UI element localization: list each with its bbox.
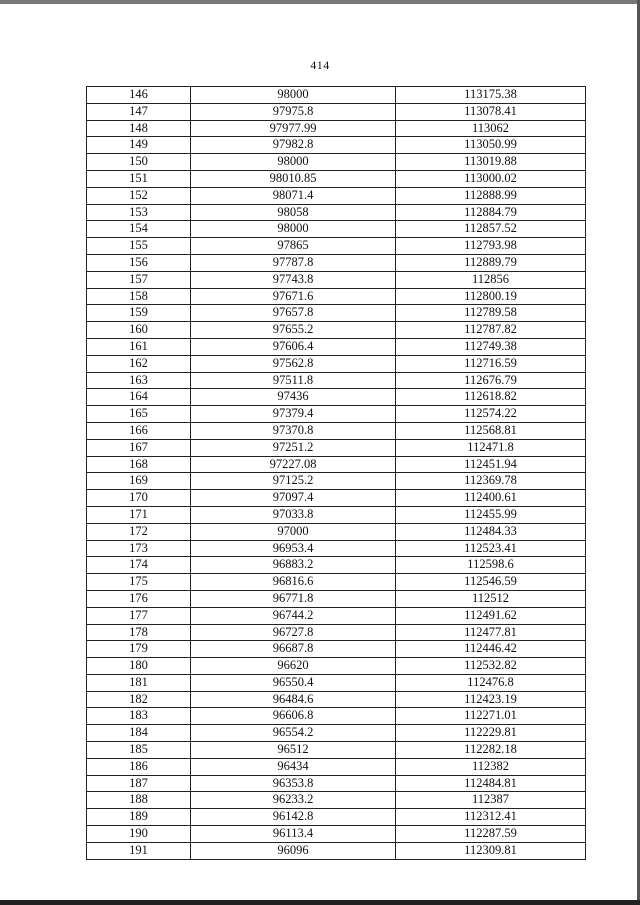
row-index-cell: 148 <box>87 120 191 137</box>
column-3-value-cell: 112455.99 <box>396 506 586 523</box>
table-row <box>87 372 586 389</box>
row-index-cell: 166 <box>87 422 191 439</box>
row-index-cell: 168 <box>87 456 191 473</box>
column-3-value-cell: 113078.41 <box>396 103 586 120</box>
table-row <box>87 439 586 456</box>
table-row <box>87 305 586 322</box>
column-2-value-cell: 98058 <box>191 204 396 221</box>
row-index-cell: 156 <box>87 254 191 271</box>
row-index-cell: 161 <box>87 338 191 355</box>
row-index-cell: 160 <box>87 322 191 339</box>
column-2-value-cell: 96620 <box>191 658 396 675</box>
column-3-value-cell: 112598.6 <box>396 557 586 574</box>
column-2-value-cell: 97227.08 <box>191 456 396 473</box>
row-index-cell: 174 <box>87 557 191 574</box>
row-index-cell: 154 <box>87 221 191 238</box>
column-3-value-cell: 112793.98 <box>396 238 586 255</box>
row-index-cell: 179 <box>87 641 191 658</box>
table-row <box>87 456 586 473</box>
row-index-cell: 147 <box>87 103 191 120</box>
column-3-value-cell: 112423.19 <box>396 691 586 708</box>
table-row <box>87 120 586 137</box>
table-row <box>87 574 586 591</box>
row-index-cell: 180 <box>87 658 191 675</box>
column-3-value-cell: 112512 <box>396 590 586 607</box>
column-3-value-cell: 112484.33 <box>396 523 586 540</box>
table-row <box>87 355 586 372</box>
table-row <box>87 607 586 624</box>
column-3-value-cell: 112369.78 <box>396 473 586 490</box>
row-index-cell: 184 <box>87 725 191 742</box>
table-row <box>87 137 586 154</box>
column-2-value-cell: 98000 <box>191 221 396 238</box>
column-2-value-cell: 97743.8 <box>191 271 396 288</box>
column-3-value-cell: 112787.82 <box>396 322 586 339</box>
column-2-value-cell: 97251.2 <box>191 439 396 456</box>
table-row <box>87 406 586 423</box>
row-index-cell: 183 <box>87 708 191 725</box>
table-row <box>87 590 586 607</box>
column-3-value-cell: 112282.18 <box>396 742 586 759</box>
row-index-cell: 146 <box>87 87 191 104</box>
table-row <box>87 557 586 574</box>
row-index-cell: 159 <box>87 305 191 322</box>
row-index-cell: 150 <box>87 154 191 171</box>
column-3-value-cell: 112532.82 <box>396 658 586 675</box>
row-index-cell: 172 <box>87 523 191 540</box>
row-index-cell: 187 <box>87 775 191 792</box>
column-3-value-cell: 112446.42 <box>396 641 586 658</box>
column-2-value-cell: 96687.8 <box>191 641 396 658</box>
column-2-value-cell: 96606.8 <box>191 708 396 725</box>
table-row <box>87 523 586 540</box>
column-3-value-cell: 112471.8 <box>396 439 586 456</box>
table-row <box>87 103 586 120</box>
column-2-value-cell: 96353.8 <box>191 775 396 792</box>
table-row <box>87 725 586 742</box>
row-index-cell: 189 <box>87 809 191 826</box>
column-2-value-cell: 97511.8 <box>191 372 396 389</box>
table-row <box>87 540 586 557</box>
column-2-value-cell: 96554.2 <box>191 725 396 742</box>
column-3-value-cell: 112382 <box>396 758 586 775</box>
table-row <box>87 170 586 187</box>
table-row <box>87 842 586 859</box>
column-2-value-cell: 97379.4 <box>191 406 396 423</box>
table-row <box>87 204 586 221</box>
column-3-value-cell: 112800.19 <box>396 288 586 305</box>
column-3-value-cell: 112574.22 <box>396 406 586 423</box>
table-row <box>87 658 586 675</box>
column-3-value-cell: 112312.41 <box>396 809 586 826</box>
column-2-value-cell: 97125.2 <box>191 473 396 490</box>
table-row <box>87 775 586 792</box>
table-row <box>87 473 586 490</box>
table-row <box>87 338 586 355</box>
table-row <box>87 288 586 305</box>
row-index-cell: 177 <box>87 607 191 624</box>
column-3-value-cell: 112400.61 <box>396 490 586 507</box>
row-index-cell: 176 <box>87 590 191 607</box>
column-2-value-cell: 96771.8 <box>191 590 396 607</box>
row-index-cell: 188 <box>87 792 191 809</box>
table-row <box>87 154 586 171</box>
column-3-value-cell: 113175.38 <box>396 87 586 104</box>
column-3-value-cell: 112229.81 <box>396 725 586 742</box>
row-index-cell: 167 <box>87 439 191 456</box>
table-row <box>87 792 586 809</box>
column-2-value-cell: 97982.8 <box>191 137 396 154</box>
column-3-value-cell: 112889.79 <box>396 254 586 271</box>
column-2-value-cell: 97657.8 <box>191 305 396 322</box>
column-2-value-cell: 97977.99 <box>191 120 396 137</box>
column-3-value-cell: 112451.94 <box>396 456 586 473</box>
row-index-cell: 158 <box>87 288 191 305</box>
row-index-cell: 175 <box>87 574 191 591</box>
column-2-value-cell: 97562.8 <box>191 355 396 372</box>
column-2-value-cell: 96113.4 <box>191 826 396 843</box>
data-table <box>86 86 586 860</box>
column-2-value-cell: 97787.8 <box>191 254 396 271</box>
row-index-cell: 181 <box>87 674 191 691</box>
column-3-value-cell: 112888.99 <box>396 187 586 204</box>
row-index-cell: 169 <box>87 473 191 490</box>
table-row <box>87 254 586 271</box>
column-3-value-cell: 112749.38 <box>396 338 586 355</box>
table-row <box>87 641 586 658</box>
row-index-cell: 155 <box>87 238 191 255</box>
table-row <box>87 238 586 255</box>
column-3-value-cell: 112789.58 <box>396 305 586 322</box>
column-3-value-cell: 112491.62 <box>396 607 586 624</box>
column-2-value-cell: 96233.2 <box>191 792 396 809</box>
row-index-cell: 163 <box>87 372 191 389</box>
table-row <box>87 271 586 288</box>
column-2-value-cell: 98071.4 <box>191 187 396 204</box>
column-2-value-cell: 97000 <box>191 523 396 540</box>
column-2-value-cell: 97097.4 <box>191 490 396 507</box>
column-2-value-cell: 97975.8 <box>191 103 396 120</box>
table-row <box>87 422 586 439</box>
scan-top-edge <box>0 0 640 4</box>
row-index-cell: 164 <box>87 389 191 406</box>
row-index-cell: 191 <box>87 842 191 859</box>
row-index-cell: 173 <box>87 540 191 557</box>
column-3-value-cell: 112618.82 <box>396 389 586 406</box>
column-2-value-cell: 96816.6 <box>191 574 396 591</box>
column-2-value-cell: 96727.8 <box>191 624 396 641</box>
table-row <box>87 758 586 775</box>
column-3-value-cell: 112546.59 <box>396 574 586 591</box>
column-2-value-cell: 97370.8 <box>191 422 396 439</box>
column-3-value-cell: 112884.79 <box>396 204 586 221</box>
column-2-value-cell: 98000 <box>191 154 396 171</box>
row-index-cell: 186 <box>87 758 191 775</box>
column-2-value-cell: 97606.4 <box>191 338 396 355</box>
column-2-value-cell: 97655.2 <box>191 322 396 339</box>
scan-bottom-edge <box>0 900 640 905</box>
table-row <box>87 809 586 826</box>
row-index-cell: 157 <box>87 271 191 288</box>
column-2-value-cell: 96550.4 <box>191 674 396 691</box>
column-3-value-cell: 112476.8 <box>396 674 586 691</box>
column-2-value-cell: 98010.85 <box>191 170 396 187</box>
row-index-cell: 165 <box>87 406 191 423</box>
column-2-value-cell: 96744.2 <box>191 607 396 624</box>
table-row <box>87 389 586 406</box>
table-row <box>87 221 586 238</box>
column-3-value-cell: 113050.99 <box>396 137 586 154</box>
column-3-value-cell: 113019.88 <box>396 154 586 171</box>
table-row <box>87 826 586 843</box>
row-index-cell: 149 <box>87 137 191 154</box>
column-3-value-cell: 112287.59 <box>396 826 586 843</box>
row-index-cell: 182 <box>87 691 191 708</box>
table-row <box>87 322 586 339</box>
column-2-value-cell: 96484.6 <box>191 691 396 708</box>
column-3-value-cell: 112568.81 <box>396 422 586 439</box>
table-row <box>87 624 586 641</box>
column-3-value-cell: 113000.02 <box>396 170 586 187</box>
column-2-value-cell: 96434 <box>191 758 396 775</box>
row-index-cell: 190 <box>87 826 191 843</box>
row-index-cell: 153 <box>87 204 191 221</box>
table-row <box>87 187 586 204</box>
table-row <box>87 691 586 708</box>
table-row <box>87 490 586 507</box>
column-2-value-cell: 97671.6 <box>191 288 396 305</box>
column-3-value-cell: 112309.81 <box>396 842 586 859</box>
column-2-value-cell: 96512 <box>191 742 396 759</box>
row-index-cell: 178 <box>87 624 191 641</box>
row-index-cell: 162 <box>87 355 191 372</box>
table-row <box>87 742 586 759</box>
table-body <box>87 87 586 860</box>
column-2-value-cell: 97033.8 <box>191 506 396 523</box>
column-3-value-cell: 112523.41 <box>396 540 586 557</box>
table-row <box>87 87 586 104</box>
row-index-cell: 170 <box>87 490 191 507</box>
table-row <box>87 674 586 691</box>
column-2-value-cell: 96953.4 <box>191 540 396 557</box>
column-3-value-cell: 112484.81 <box>396 775 586 792</box>
column-2-value-cell: 97865 <box>191 238 396 255</box>
column-2-value-cell: 96883.2 <box>191 557 396 574</box>
row-index-cell: 152 <box>87 187 191 204</box>
column-3-value-cell: 112387 <box>396 792 586 809</box>
column-3-value-cell: 112676.79 <box>396 372 586 389</box>
column-3-value-cell: 112857.52 <box>396 221 586 238</box>
column-3-value-cell: 113062 <box>396 120 586 137</box>
row-index-cell: 151 <box>87 170 191 187</box>
column-2-value-cell: 96142.8 <box>191 809 396 826</box>
row-index-cell: 185 <box>87 742 191 759</box>
column-3-value-cell: 112856 <box>396 271 586 288</box>
column-3-value-cell: 112271.01 <box>396 708 586 725</box>
table-row <box>87 708 586 725</box>
column-3-value-cell: 112477.81 <box>396 624 586 641</box>
column-3-value-cell: 112716.59 <box>396 355 586 372</box>
column-2-value-cell: 98000 <box>191 87 396 104</box>
table-row <box>87 506 586 523</box>
column-2-value-cell: 96096 <box>191 842 396 859</box>
column-2-value-cell: 97436 <box>191 389 396 406</box>
row-index-cell: 171 <box>87 506 191 523</box>
page-number: 414 <box>310 58 330 72</box>
